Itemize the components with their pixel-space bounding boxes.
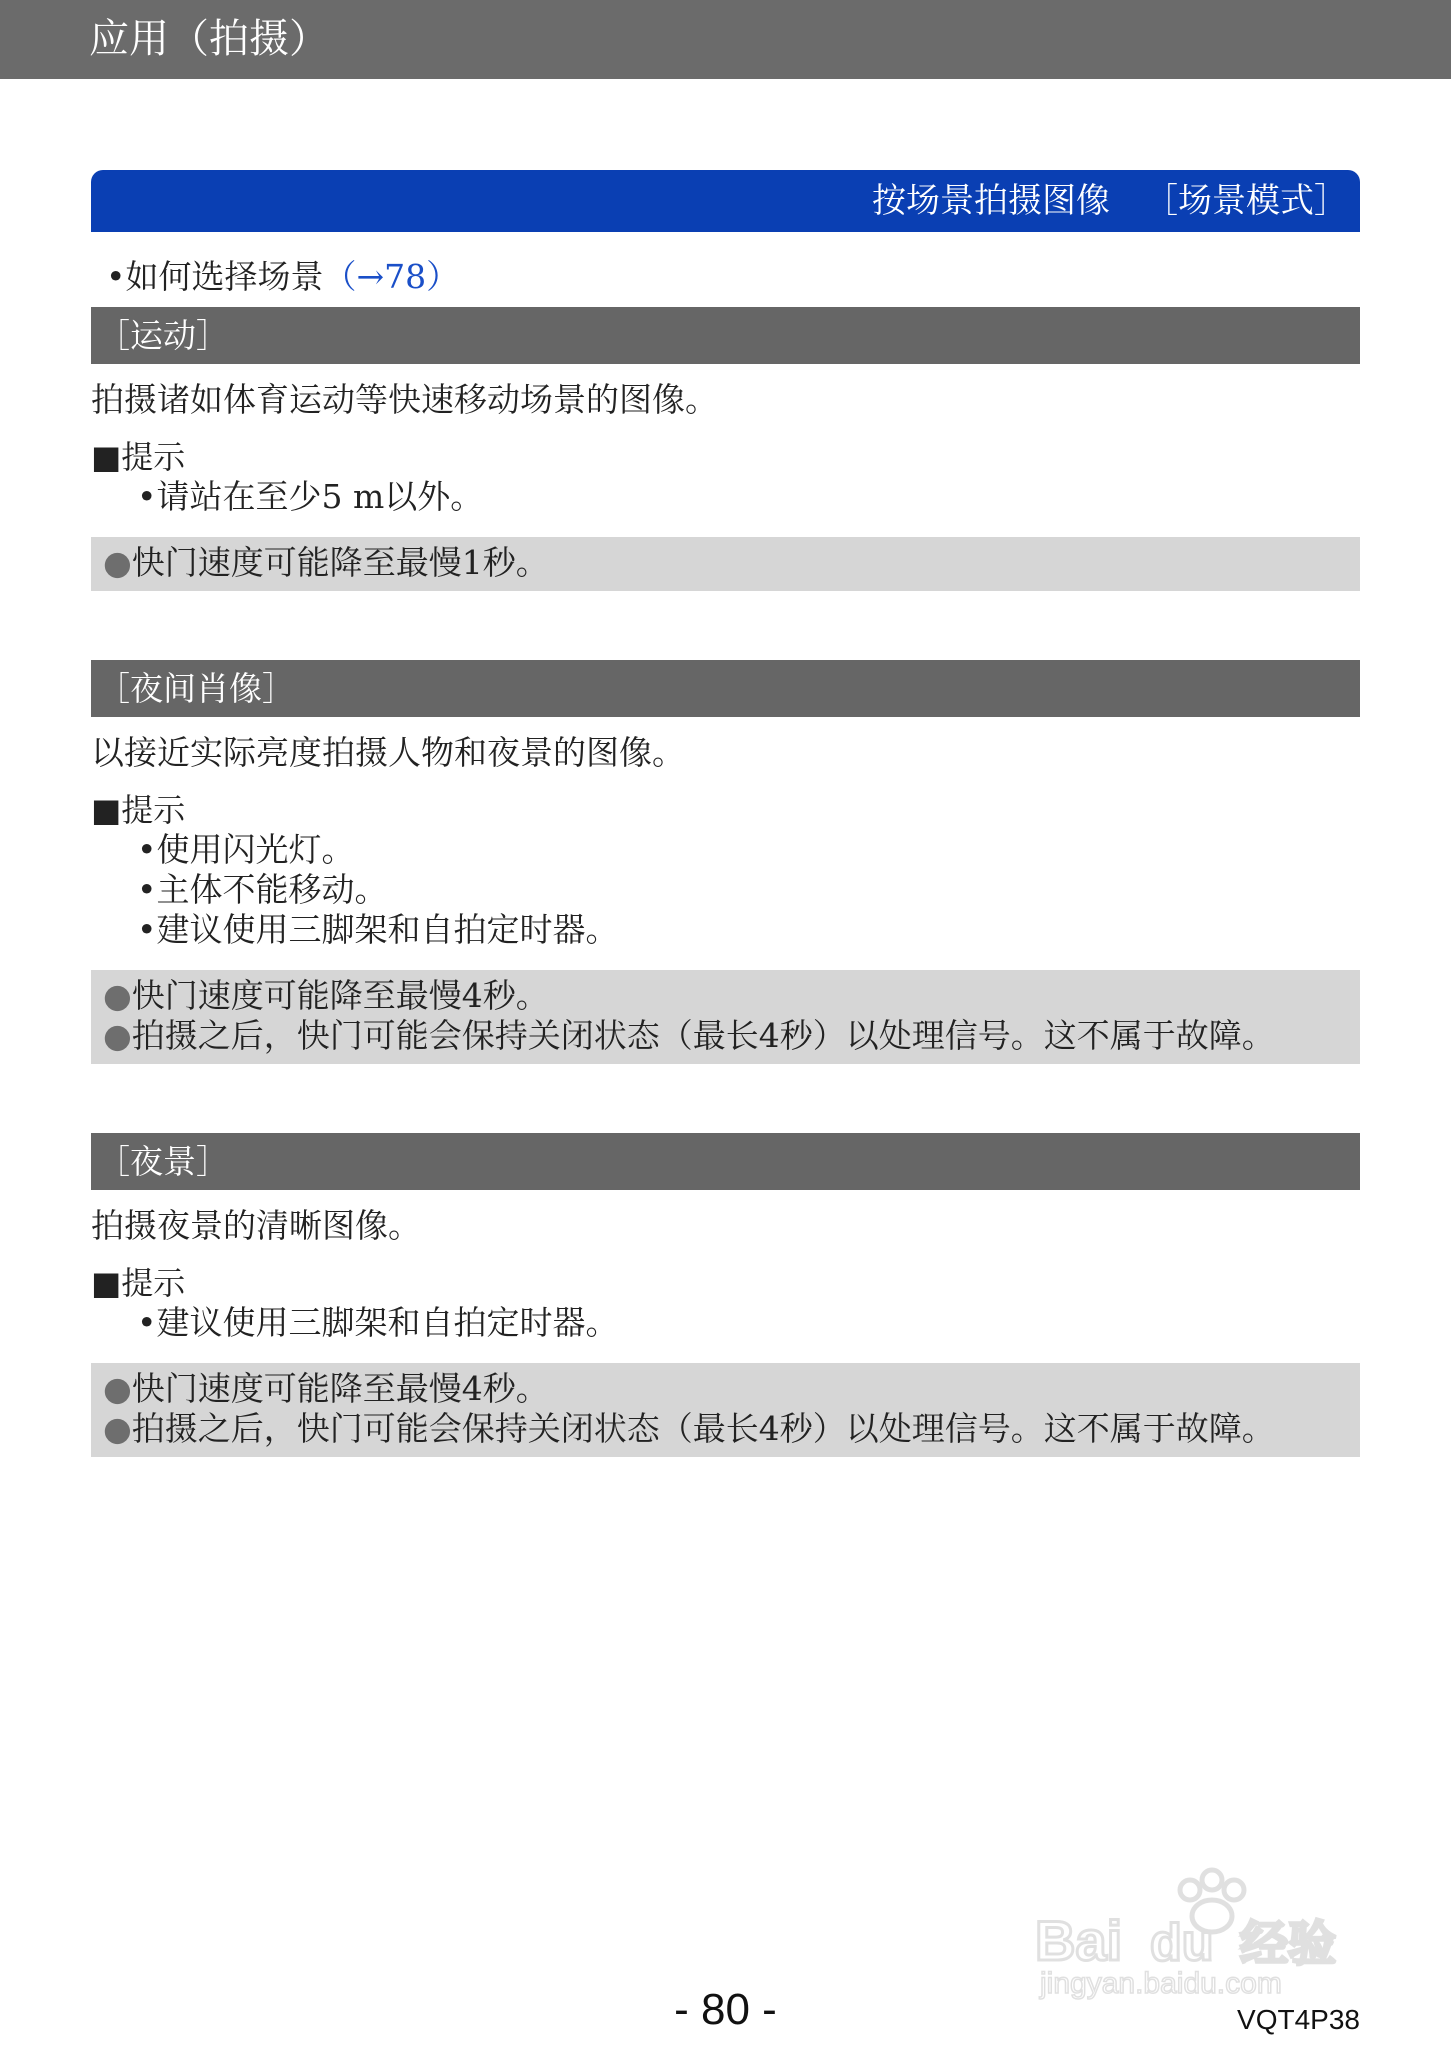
tip-heading: ■提示 [91,791,186,829]
note-item [103,1409,1360,1449]
baidu-watermark-logo [1030,1850,1360,2000]
notes-box [91,537,1360,591]
section-description: 拍摄诸如体育运动等快速移动场景的图像。 [91,380,718,419]
note-item [103,1369,1360,1409]
note-bullet: ● [103,1016,132,1055]
page-number: - 80 - [674,1985,777,2034]
banner-subtitle: ［场景模式］ [1144,181,1348,221]
tip-item: •请站在至少5 m以外。 [137,477,484,516]
section-title: ［夜间肖像］ [91,660,1360,717]
tip-heading: ■提示 [91,1264,186,1302]
section-sports [91,307,1360,591]
intro-text: 如何选择场景 [125,257,324,296]
intro-bullet: • [106,257,126,296]
tip-heading: ■提示 [91,438,186,476]
note-text: 快门速度可能降至最慢4秒。 [131,976,549,1015]
svg-text:经验: 经验 [1240,1916,1337,1972]
tip-item: •建议使用三脚架和自拍定时器。 [137,1303,619,1342]
banner-title: 按场景拍摄图像 [872,181,1110,221]
svg-text:du: du [1150,1914,1214,1972]
note-text: 快门速度可能降至最慢1秒。 [131,543,549,582]
svg-text:Bai: Bai [1035,1909,1123,1972]
tip-item: •使用闪光灯。 [137,830,355,869]
tip-list [91,477,1360,517]
notes-box [91,970,1360,1064]
note-item [103,543,1360,583]
chapter-banner [91,170,1360,232]
svg-text:jingyan.baidu.com: jingyan.baidu.com [1040,1967,1282,2000]
note-text: 快门速度可能降至最慢4秒。 [131,1369,549,1408]
tip-item: •主体不能移动。 [137,870,388,909]
note-text: 拍摄之后，快门可能会保持关闭状态（最长4秒）以处理信号。这不属于故障。 [131,1016,1275,1055]
page-header [0,0,1451,79]
note-bullet: ● [103,1409,132,1448]
tip-item: •建议使用三脚架和自拍定时器。 [137,910,619,949]
note-text: 拍摄之后，快门可能会保持关闭状态（最长4秒）以处理信号。这不属于故障。 [131,1409,1275,1448]
tip-list [91,1303,1360,1343]
note-item [103,1016,1360,1056]
note-bullet: ● [103,543,132,582]
note-item [103,976,1360,1016]
header-title: 应用（拍摄） [89,16,329,62]
tip-list [91,830,1360,950]
notes-box [91,1363,1360,1457]
note-bullet: ● [103,1369,132,1408]
section-description: 以接近实际亮度拍摄人物和夜景的图像。 [91,733,685,772]
section-night-portrait [91,660,1360,1064]
section-description: 拍摄夜景的清晰图像。 [91,1206,421,1245]
document-code: VQT4P38 [1237,2004,1360,2035]
note-bullet: ● [103,976,132,1015]
section-title: ［运动］ [91,307,1360,364]
page-reference-link[interactable]: （→78） [323,257,460,296]
section-night-scenery [91,1133,1360,1457]
intro-line [106,255,459,299]
section-title: ［夜景］ [91,1133,1360,1190]
